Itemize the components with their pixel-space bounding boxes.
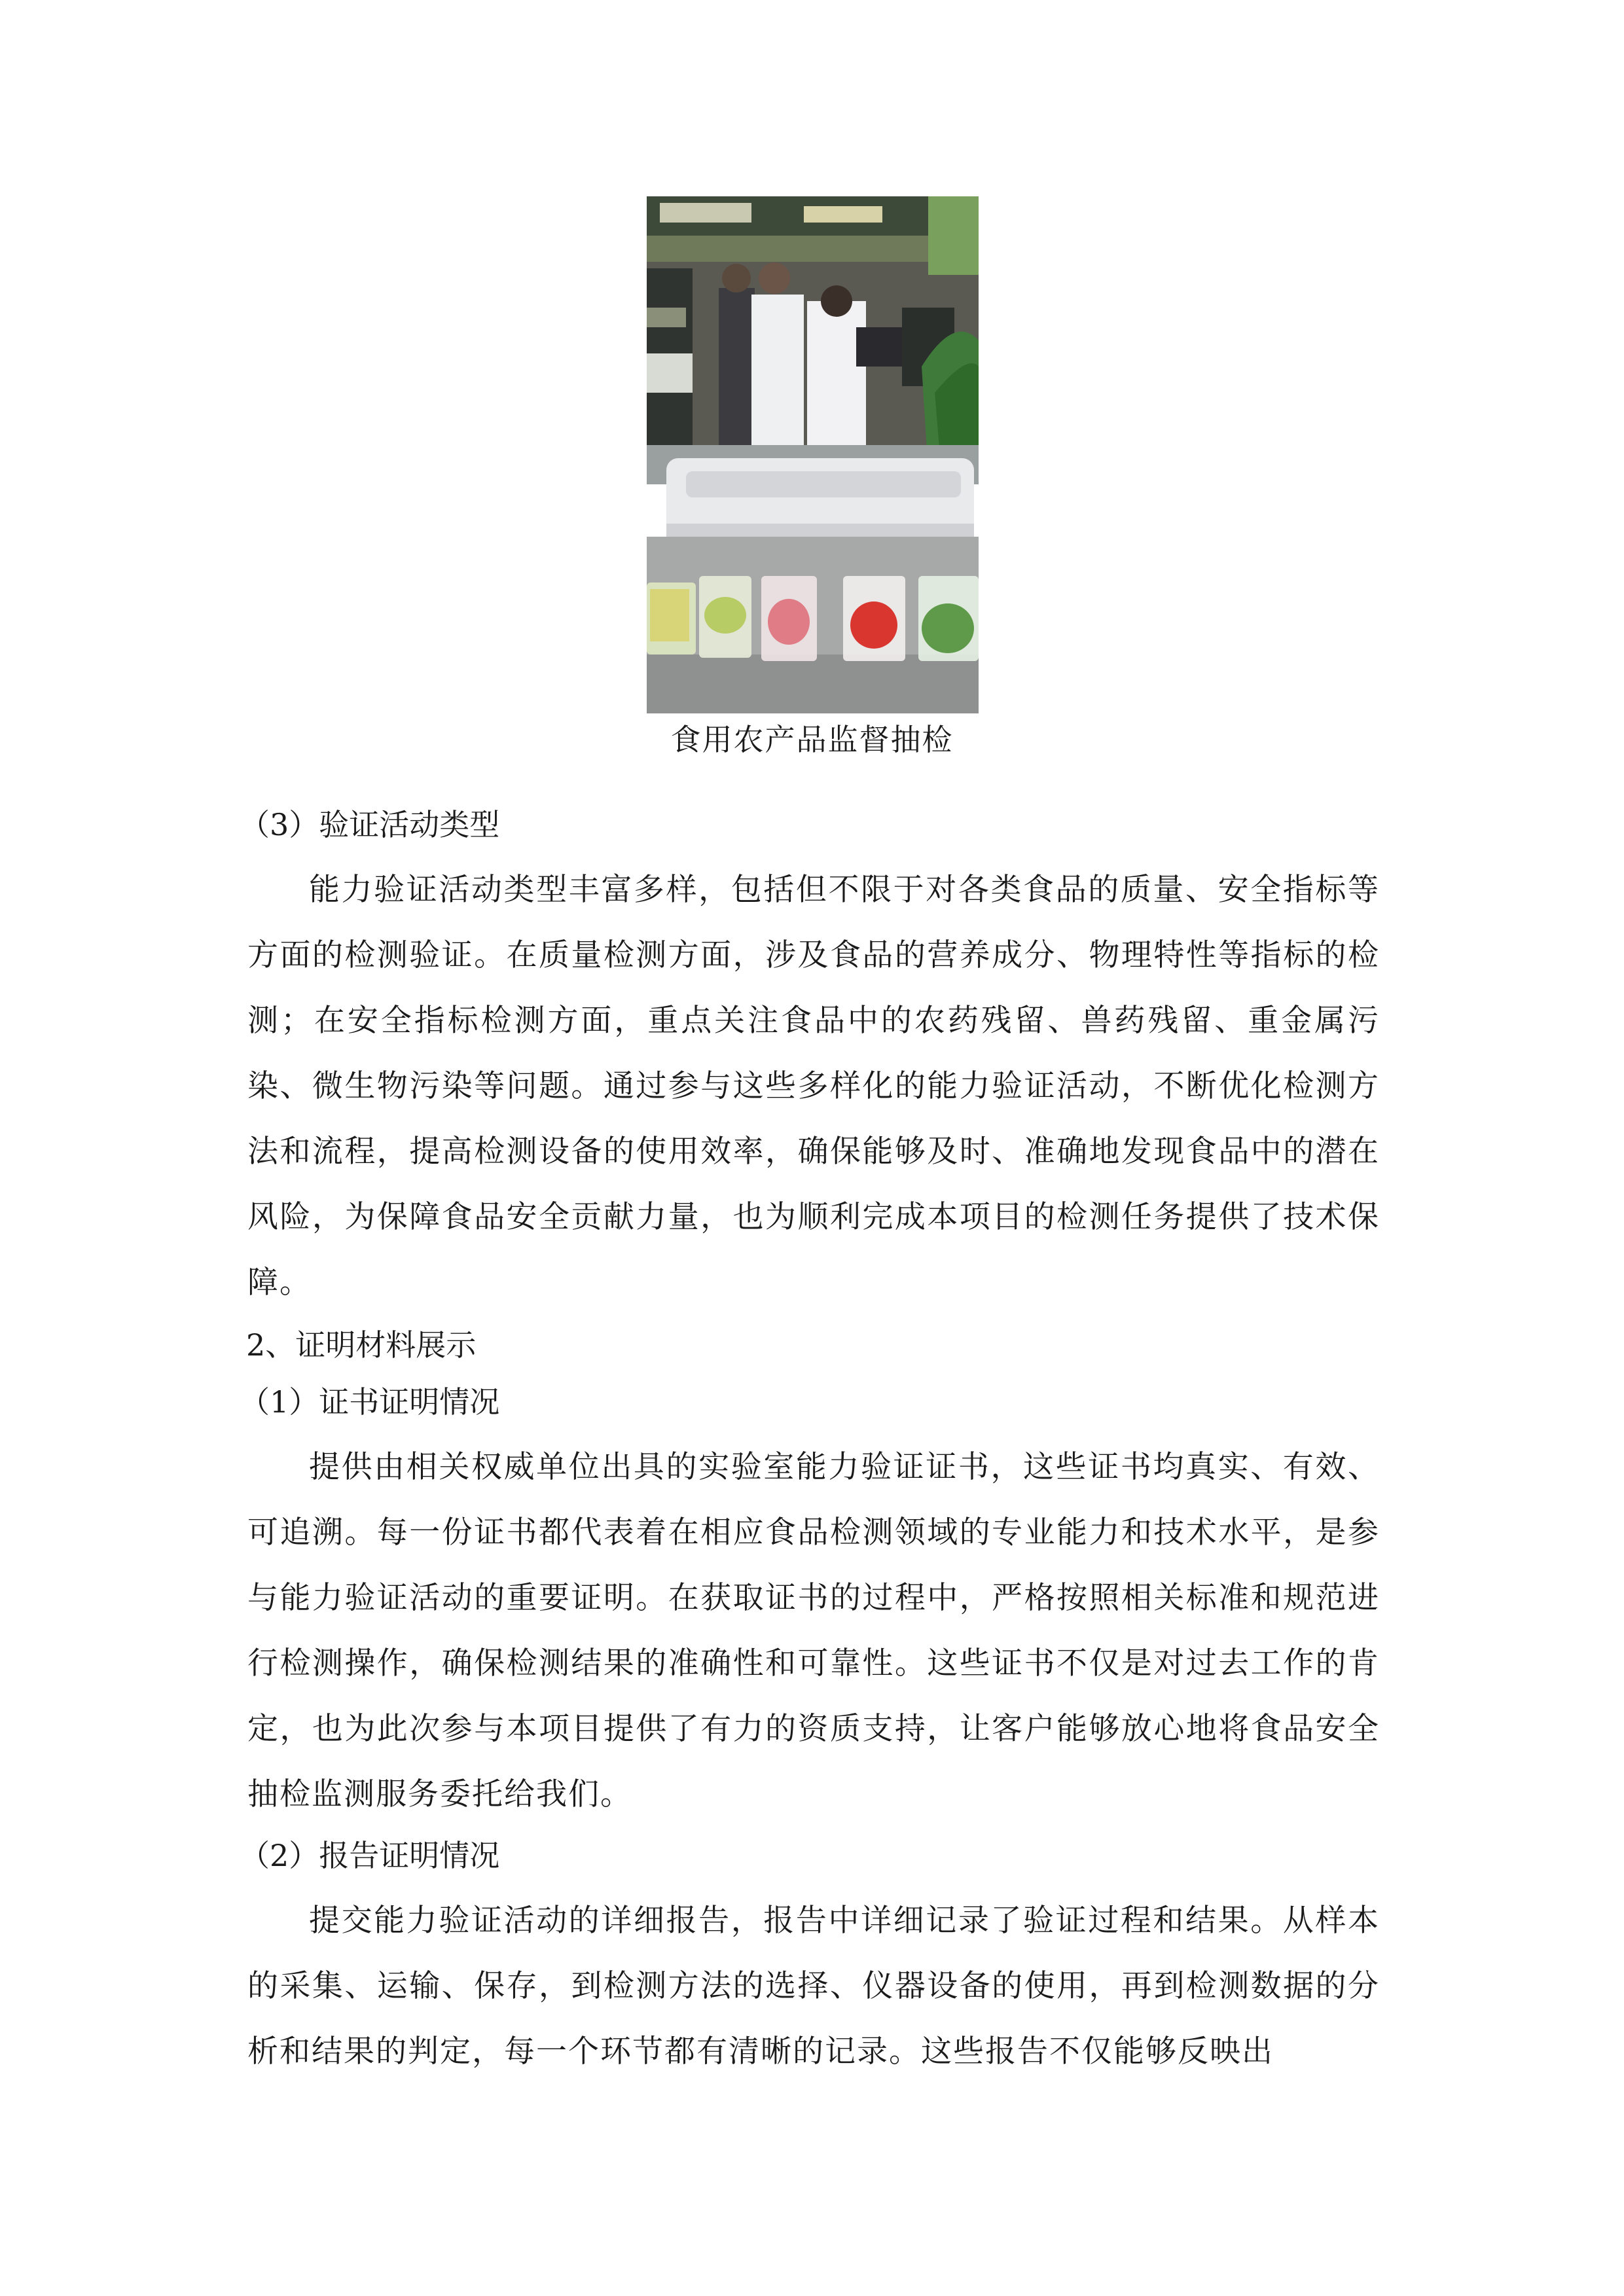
section-heading-proof-materials: 2、证明材料展示 (246, 1327, 477, 1363)
paragraph-reports: 提交能力验证活动的详细报告，报告中详细记录了验证过程和结果。从样本的采集、运输、保存，到检测方法的选择、仪器设备的使用，再到检测数据的分析和结果的判定，每一个环节都有清晰的记录。这些报告不仅能够反映出 (247, 1903, 1380, 2070)
paragraph-certificates: 提供由相关权威单位出具的实验室能力验证证书，这些证书均真实、有效、可追溯。每一份证书都代表着在相应食品检测领域的专业能力和技术水平，是参与能力验证活动的重要证明。在获取证书的过程中，严格按照相关标准和规范进行检测操作，确保检测结果的准确性和可靠性。这些证书不仅是对过去工作的肯定，也为此次参与本项目提供了有力的资质支持，让客户能够放心地将食品安全抽检监测服务委托给我们。 (247, 1449, 1380, 1812)
paragraph-verification-types: 能力验证活动类型丰富多样，包括但不限于对各类食品的质量、安全指标等方面的检测验证。在质量检测方面，涉及食品的营养成分、物理特性等指标的检测；在安全指标检测方面，重点关注食品中的农药残留、兽药残留、重金属污染、微生物污染等问题。通过参与这些多样化的能力验证活动，不断优化检测方法和流程，提高检测设备的使用效率，确保能够及时、准确地发现食品中的潜在风险，为保障食品安全贡献力量，也为顺利完成本项目的检测任务提供了技术保障。 (247, 872, 1380, 1300)
section-heading-reports: （2）报告证明情况 (240, 1838, 500, 1873)
inspection-photo (647, 196, 979, 713)
section-heading-verification-types: （3）验证活动类型 (240, 807, 500, 842)
figure-caption: 食用农产品监督抽检 (670, 722, 954, 757)
section-heading-certificates: （1）证书证明情况 (240, 1384, 500, 1420)
